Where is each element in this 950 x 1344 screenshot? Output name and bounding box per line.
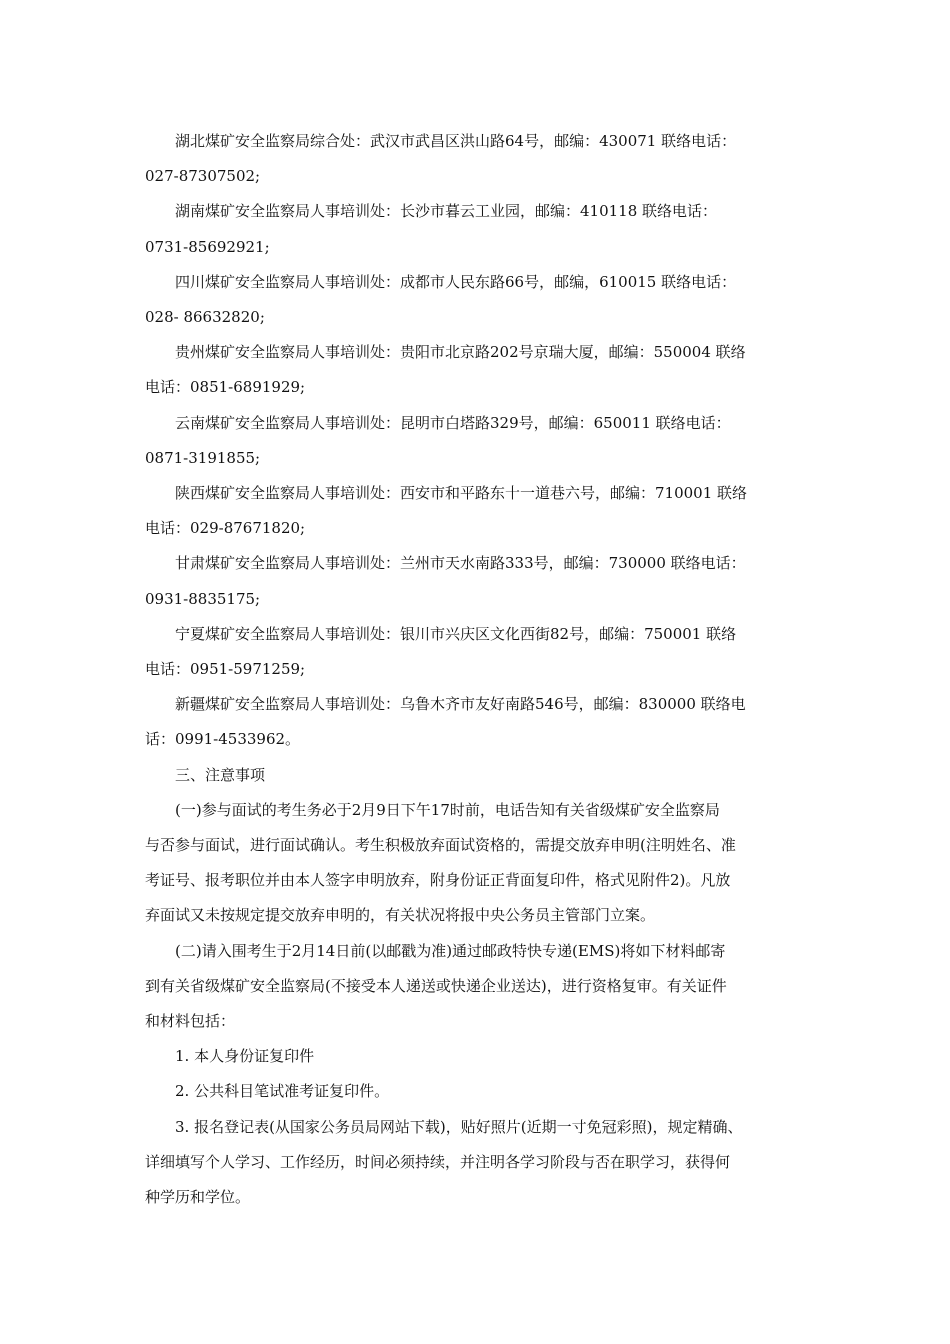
text-line: 详细填写个人学习、工作经历，时间必须持续，并注明各学习阶段与否在职学习，获得何 [145, 1152, 731, 1171]
text-line: 四川煤矿安全监察局人事培训处：成都市人民东路66号，邮编，610015 联络电话： [175, 272, 737, 291]
text-line: 贵州煤矿安全监察局人事培训处：贵阳市北京路202号京瑞大厦，邮编：550004 联络 [175, 343, 746, 362]
text-line: 028- 86632820; [145, 308, 265, 327]
text-line: 电话：029-87671820; [145, 519, 306, 538]
text-line: 0931-8835175; [145, 589, 261, 608]
text-line: 宁夏煤矿安全监察局人事培训处：银川市兴庆区文化西街82号，邮编：750001 联络 [175, 624, 737, 643]
list-item: 2. 公共科目笔试准考证复印件。 [175, 1082, 390, 1101]
text-line: (一)参与面试的考生务必于2月9日下午17时前，电话告知有关省级煤矿安全监察局 [175, 800, 720, 819]
text-line: 到有关省级煤矿安全监察局(不接受本人递送或快递企业送达)，进行资格复审。有关证件 [145, 976, 727, 995]
text-line: 与否参与面试，进行面试确认。考生积极放弃面试资格的，需提交放弃申明(注明姓名、准 [145, 836, 736, 855]
text-line: 甘肃煤矿安全监察局人事培训处：兰州市天水南路333号，邮编：730000 联络电话： [175, 554, 746, 573]
text-line: 考证号、报考职位并由本人签字申明放弃，附身份证正背面复印件，格式见附件2)。凡放 [145, 871, 731, 890]
text-line: 话：0991-4533962。 [145, 730, 301, 749]
text-line: 电话：0851-6891929; [145, 378, 306, 397]
section-heading: 三、注意事项 [175, 765, 266, 784]
text-line: 和材料包括： [145, 1012, 236, 1031]
text-line: 027-87307502; [145, 167, 261, 186]
text-line: 种学历和学位。 [145, 1188, 251, 1207]
text-line: 弃面试又未按规定提交放弃申明的，有关状况将报中央公务员主管部门立案。 [145, 906, 656, 925]
list-item: 1. 本人身份证复印件 [175, 1047, 315, 1066]
text-line: 湖北煤矿安全监察局综合处：武汉市武昌区洪山路64号，邮编：430071 联络电话： [175, 132, 737, 150]
list-item: 3. 报名登记表(从国家公务员局网站下载)，贴好照片(近期一寸免冠彩照)，规定精确、 [175, 1117, 743, 1136]
text-line: 湖南煤矿安全监察局人事培训处：长沙市暮云工业园，邮编：410118 联络电话： [175, 202, 718, 221]
text-line: 陕西煤矿安全监察局人事培训处：西安市和平路东十一道巷六号，邮编：710001 联络 [175, 484, 748, 503]
text-line: (二)请入围考生于2月14日前(以邮戳为准)通过邮政特快专递(EMS)将如下材料邮寄 [175, 941, 726, 960]
text-line: 0731-85692921; [145, 237, 270, 256]
text-line: 电话：0951-5971259; [145, 660, 306, 679]
text-line: 0871-3191855; [145, 448, 261, 467]
text-line: 新疆煤矿安全监察局人事培训处：乌鲁木齐市友好南路546号，邮编：830000 联络电 [175, 695, 746, 714]
document-body [145, 124, 810, 1215]
text-line: 云南煤矿安全监察局人事培训处：昆明市白塔路329号，邮编：650011 联络电话： [175, 413, 731, 432]
